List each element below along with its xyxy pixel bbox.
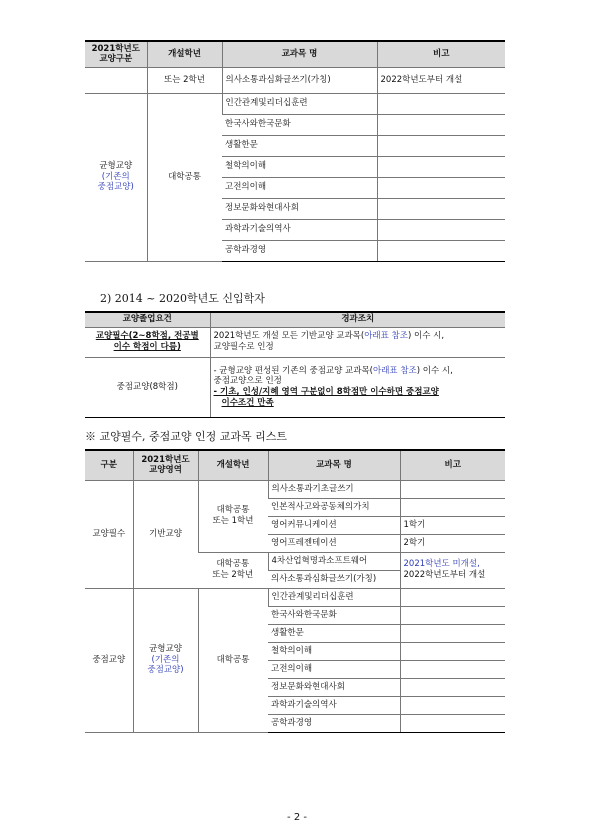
requirement-text: 교양필수(2~8학점, 전공별: [95, 331, 199, 342]
requirement-line: [88, 331, 207, 342]
course-cell: 영어커뮤니케이션: [268, 516, 400, 534]
table-transition-measures: [85, 311, 505, 418]
measure-line: 이수조건 만족: [221, 397, 274, 408]
course-cell: 영어프레젠테이션: [268, 534, 400, 552]
note-cell: [400, 552, 505, 588]
table-row: [85, 588, 505, 606]
requirement-text: 이수 학점이 다름): [113, 342, 181, 352]
note-cell: [400, 678, 505, 696]
measure-text: ) 이수 시,: [416, 365, 453, 376]
category-cell: [85, 93, 147, 261]
table-recognized-courses: [85, 449, 505, 733]
area-line: 중점교양): [147, 665, 184, 676]
table-row: [85, 357, 505, 417]
measure-line: [214, 331, 503, 342]
note-cell: [377, 240, 505, 261]
header-course: 교과목 명: [222, 41, 377, 67]
page-number: - 2 -: [287, 812, 307, 823]
year-cell: [198, 480, 268, 552]
course-cell: 생활한문: [222, 135, 377, 156]
course-cell: 인간관계및리더십훈련: [268, 588, 400, 606]
note-cell: [377, 177, 505, 198]
course-cell: 고전의이해: [222, 177, 377, 198]
measure-cell: [210, 357, 505, 417]
measure-line: - 기초, 인성/지혜 영역 구분없이 8학점만 이수하면 중점교양: [213, 387, 439, 397]
note-cell: [377, 156, 505, 177]
header-course: 교과목 명: [268, 450, 400, 480]
course-cell: 의사소통과심화글쓰기(가칭): [268, 570, 400, 588]
reference-text: 아래표 참조: [372, 365, 417, 376]
division-cell: 중점교양: [85, 588, 133, 732]
course-cell: 4차산업혁명과소프트웨어: [268, 552, 400, 570]
measure-text: ) 이수 시,: [407, 331, 445, 342]
note-cell: [377, 93, 505, 114]
header-year: 개설학년: [198, 450, 268, 480]
category-line: 중점교양): [97, 182, 134, 193]
requirement-line: [88, 342, 207, 353]
category-cell-empty: [85, 67, 147, 93]
requirement-cell: [85, 327, 210, 357]
course-cell: 인간관계및리더십훈련: [222, 93, 377, 114]
note-cell: [400, 642, 505, 660]
reference-text: 아래표 참조: [364, 331, 408, 342]
note-cell: [377, 219, 505, 240]
note-cell: [400, 588, 505, 606]
course-cell: 정보문화와현대사회: [222, 198, 377, 219]
year-cell: [198, 552, 268, 588]
section-title: ※ 교양필수, 중점교양 인정 교과목 리스트: [85, 430, 287, 443]
table-row: [85, 480, 505, 498]
note-cell: 1학기: [400, 516, 505, 534]
header-note: 비고: [377, 41, 505, 67]
note-cell: [400, 660, 505, 678]
year-cell: 대학공통: [198, 588, 268, 732]
year-line: 또는 2학년: [212, 570, 254, 580]
note-cell: [400, 606, 505, 624]
note-line: 2021학년도 미개설,: [403, 559, 480, 570]
note-line: 2022학년도부터 개설: [403, 570, 486, 580]
measure-line: [214, 366, 503, 377]
note-cell: 2학기: [400, 534, 505, 552]
year-line: 대학공통: [216, 505, 250, 516]
header-note: 비고: [400, 450, 505, 480]
course-cell: 과학과기술의역사: [268, 696, 400, 714]
year-line: 또는 1학년: [212, 516, 254, 526]
table-row: [85, 93, 505, 114]
table-row: [85, 327, 505, 357]
course-cell: 한국사와한국문화: [268, 606, 400, 624]
table-course-list-top: [85, 40, 505, 262]
header-category: 2021학년도 교양구분: [85, 41, 147, 67]
measure-cell: [210, 327, 505, 357]
note-cell: [377, 198, 505, 219]
section-title: 2) 2014 ~ 2020학년도 신입학자: [100, 292, 265, 305]
note-cell: [400, 624, 505, 642]
course-cell: 철학의이해: [268, 642, 400, 660]
course-cell: 철학의이해: [222, 156, 377, 177]
note-cell: [400, 498, 505, 516]
header-year: 개설학년: [147, 41, 222, 67]
table-row: [85, 67, 505, 93]
header-area: 2021학년도 교양영역: [133, 450, 198, 480]
note-cell: [377, 114, 505, 135]
area-line: 균형교양: [149, 644, 182, 655]
course-cell: 공학과경영: [268, 714, 400, 732]
course-cell: 과학과기술의역사: [222, 219, 377, 240]
course-cell: 고전의이해: [268, 660, 400, 678]
course-cell: 인본적사고와공동체의가치: [268, 498, 400, 516]
course-cell: 의사소통과기초글쓰기: [268, 480, 400, 498]
measure-line: 중점교양으로 인정: [213, 376, 282, 387]
division-cell: 교양필수: [85, 480, 133, 588]
requirement-cell: 중점교양(8학점): [85, 357, 210, 417]
note-cell: 2022학년도부터 개설: [377, 67, 505, 93]
note-cell: [377, 135, 505, 156]
course-cell: 의사소통과심화글쓰기(가칭): [222, 67, 377, 93]
category-line: 균형교양: [99, 161, 133, 172]
year-cell: 또는 2학년: [147, 67, 222, 93]
header-division: 구분: [85, 450, 133, 480]
category-line: (기존의: [101, 171, 130, 182]
course-cell: 공학과경영: [222, 240, 377, 261]
note-cell: [400, 714, 505, 732]
area-cell: 기반교양: [133, 480, 198, 588]
header-requirement: 교양졸업요건: [85, 312, 210, 327]
course-cell: 한국사와한국문화: [222, 114, 377, 135]
header-measure: 경과조치: [210, 312, 505, 327]
course-cell: 생활한문: [268, 624, 400, 642]
course-cell: 정보문화와현대사회: [268, 678, 400, 696]
measure-text: - 균형교양 편성된 기존의 중점교양 교과목(: [213, 365, 373, 376]
area-cell: [133, 588, 198, 732]
area-line: (기존의: [151, 654, 180, 665]
year-line: 대학공통: [216, 559, 250, 570]
note-cell: [400, 696, 505, 714]
measure-line: 교양필수로 인정: [213, 342, 274, 352]
note-cell: [400, 480, 505, 498]
measure-text: 2021학년도 개설 모든 기반교양 교과목(: [213, 331, 365, 342]
year-group-cell: 대학공통: [147, 93, 222, 261]
